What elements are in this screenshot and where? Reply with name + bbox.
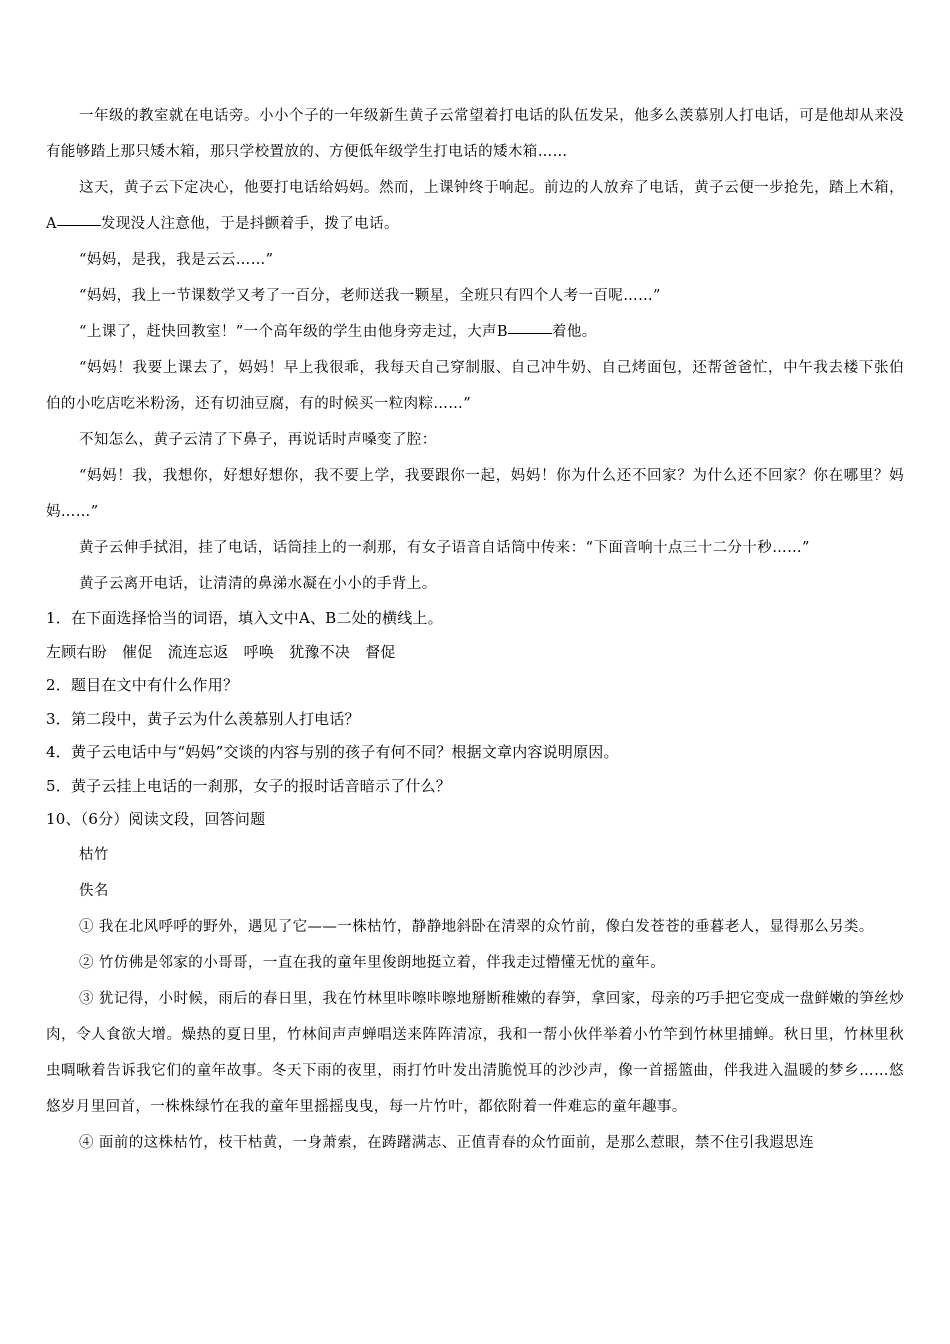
passage-paragraph-2-part-b: 发现没人注意他，于是抖颤着手，拨了电话。 — [100, 216, 399, 232]
passage-paragraph-3: “妈妈，是我，我是云云……” — [79, 252, 274, 268]
passage-paragraph-8: “妈妈！我，我想你，好想好想你，我不要上学，我要跟你一起，妈妈！你为什么还不回家？为什么还不回家？你在哪里？妈妈……” — [46, 468, 904, 520]
section-10-heading: 10、（6分）阅读文段，回答问题 — [46, 810, 266, 828]
blank-b — [508, 332, 552, 334]
question-2: 2．题目在文中有什么作用？ — [46, 676, 239, 694]
question-3: 3．第二段中，黄子云为什么羡慕别人打电话？ — [46, 709, 360, 728]
article-author: 佚名 — [79, 882, 109, 899]
article-paragraph-4: ④ 面前的这株枯竹，枝干枯黄，一身萧索，在踌躇满志、正值青春的众竹面前，是那么惹眼，禁不住引我遐思连 — [79, 1134, 815, 1151]
passage-paragraph-7: 不知怎么，黄子云清了下鼻子，再说话时声嗓变了腔： — [79, 432, 437, 448]
question-1-options: 左顾右盼 催促 流连忘返 呼唤 犹豫不决 督促 — [46, 642, 396, 661]
passage-paragraph-9: 黄子云伸手拭泪，挂了电话，话筒挂上的一刹那，有女子语音自话筒中传来：“下面音响十点三十二分十秒……” — [79, 540, 810, 556]
article-paragraph-2: ② 竹仿佛是邻家的小哥哥，一直在我的童年里俊朗地挺立着，伴我走过懵懂无忧的童年。 — [79, 954, 666, 971]
passage-paragraph-5 — [46, 314, 904, 350]
article-title: 枯竹 — [79, 846, 109, 863]
passage-paragraph-6: “妈妈！我要上课去了，妈妈！早上我很乖，我每天自己穿制服、自己冲牛奶、自己烤面包，还帮爸爸忙，中午我去楼下张伯伯的小吃店吃米粉汤，还有切油豆腐，有的时候买一粒肉粽……” — [46, 360, 904, 412]
passage-paragraph-2-part-a: 这天，黄子云下定决心，他要打电话给妈妈。然而，上课钟终于响起。前边的人放弃了电话，黄子云便一步抢先，踏上木箱，A — [46, 180, 904, 232]
passage-paragraph-10: 黄子云离开电话，让清清的鼻涕水凝在小小的手背上。 — [79, 576, 437, 592]
question-4: 4．黄子云电话中与“妈妈”交谈的内容与别的孩子有何不同？根据文章内容说明原因。 — [46, 743, 619, 761]
blank-a — [57, 224, 101, 226]
passage-paragraph-5-part-a: “上课了，赶快回教室！”一个高年级的学生由他身旁走过，大声B — [79, 324, 508, 340]
question-1: 1．在下面选择恰当的词语，填入文中A、B二处的横线上。 — [46, 609, 443, 627]
passage-paragraph-5-part-b: 着他。 — [551, 324, 597, 340]
article-paragraph-1: ① 我在北风呼呼的野外，遇见了它——一株枯竹，静静地斜卧在清翠的众竹前，像白发苍苍的垂暮老人，显得那么另类。 — [79, 918, 874, 935]
article-paragraph-3: ③ 犹记得，小时候，雨后的春日里，我在竹林里咔嚓咔嚓地掰断稚嫩的春笋，拿回家，母亲的巧手把它变成一盘鲜嫩的笋丝炒肉，令人食欲大增。燥热的夏日里，竹林间声声蝉唱送来阵阵清凉，我和一帮小伙伴举着小竹竿到竹林里捕蝉。秋日里，竹林里秋虫啁啾着告诉我它们的童年故事。冬天下雨的夜里，雨打竹叶发出清脆悦耳的沙沙声，像一首摇篮曲，伴我进入温暖的梦乡……悠悠岁月里回首，一株株绿竹在我的童年里摇摇曳曳，每一片竹叶，都依附着一件难忘的童年趣事。 — [46, 990, 904, 1115]
passage-paragraph-1: 一年级的教室就在电话旁。小小个子的一年级新生黄子云常望着打电话的队伍发呆，他多么羡慕别人打电话，可是他却从来没有能够踏上那只矮木箱，那只学校置放的、方便低年级学生打电话的矮木箱…… — [46, 108, 904, 160]
passage-paragraph-2 — [46, 170, 904, 242]
passage-paragraph-4: “妈妈，我上一节课数学又考了一百分，老师送我一颗星，全班只有四个人考一百呢……” — [79, 288, 661, 304]
question-5: 5．黄子云挂上电话的一刹那，女子的报时话音暗示了什么？ — [46, 776, 451, 795]
